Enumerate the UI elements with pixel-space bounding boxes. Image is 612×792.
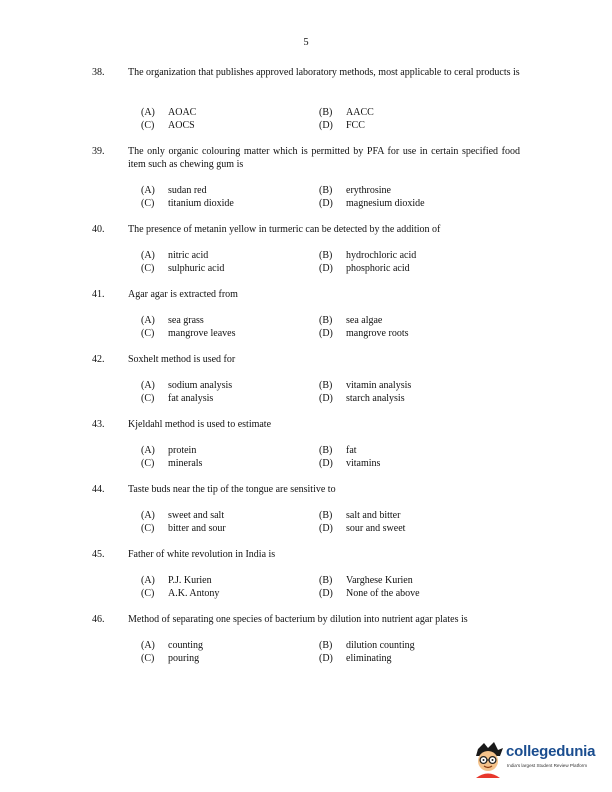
option-text: bitter and sour	[168, 523, 226, 534]
option-a	[141, 107, 196, 120]
option-d	[319, 263, 410, 276]
option-text: protein	[168, 445, 197, 456]
option-text: sodium analysis	[168, 380, 233, 391]
option-a	[141, 640, 203, 653]
option-c	[141, 653, 199, 666]
option-text: magnesium dioxide	[346, 198, 425, 209]
option-label: (C)	[141, 653, 155, 664]
option-label: (C)	[141, 458, 155, 469]
option-text: fat analysis	[168, 393, 214, 404]
option-label: (D)	[319, 458, 333, 469]
option-label: (B)	[319, 107, 333, 118]
question-text: Father of white revolution in India is	[128, 549, 276, 560]
option-b	[319, 250, 416, 263]
option-text: AACC	[346, 107, 374, 118]
option-label: (C)	[141, 263, 155, 274]
option-text: dilution counting	[346, 640, 415, 651]
option-label: (D)	[319, 198, 333, 209]
option-b	[319, 107, 374, 120]
option-label: (B)	[319, 185, 333, 196]
question-number: 40.	[92, 224, 105, 235]
option-text: P.J. Kurien	[168, 575, 212, 586]
option-text: sea grass	[168, 315, 204, 326]
option-label: (A)	[141, 107, 155, 118]
option-text: sweet and salt	[168, 510, 225, 521]
option-a	[141, 575, 212, 588]
question-number: 43.	[92, 419, 105, 430]
option-text: salt and bitter	[346, 510, 401, 521]
option-a	[141, 250, 208, 263]
option-d	[319, 588, 420, 601]
option-label: (D)	[319, 653, 333, 664]
option-a	[141, 510, 224, 523]
option-text: counting	[168, 640, 203, 651]
option-c	[141, 120, 195, 133]
option-b	[319, 510, 400, 523]
option-d	[319, 458, 380, 471]
option-text: A.K. Antony	[168, 588, 220, 599]
option-a	[141, 380, 232, 393]
option-label: (A)	[141, 575, 155, 586]
option-label: (A)	[141, 315, 155, 326]
question-text: The only organic colouring matter which is permitted by PFA for use in certain specified food item such as chewing gum is	[128, 146, 520, 170]
option-label: (C)	[141, 588, 155, 599]
option-text: fat	[346, 445, 357, 456]
option-d	[319, 328, 409, 341]
question-number: 42.	[92, 354, 105, 365]
logo-brand: collegedunia	[506, 743, 596, 760]
logo-tagline: India's largest Student Review Platform	[507, 763, 588, 768]
option-d	[319, 393, 405, 406]
option-text: minerals	[168, 458, 203, 469]
option-label: (C)	[141, 393, 155, 404]
option-c	[141, 588, 219, 601]
option-c	[141, 198, 234, 211]
option-text: FCC	[346, 120, 365, 131]
option-label: (B)	[319, 250, 333, 261]
option-text: phosphoric acid	[346, 263, 410, 274]
page-number: 5	[303, 37, 309, 48]
option-label: (A)	[141, 380, 155, 391]
option-a	[141, 185, 207, 198]
option-b	[319, 185, 391, 198]
option-text: erythrosine	[346, 185, 391, 196]
option-label: (A)	[141, 510, 155, 521]
question-number: 39.	[92, 146, 105, 157]
option-b	[319, 445, 357, 458]
option-a	[141, 315, 204, 328]
question-number: 46.	[92, 614, 105, 625]
option-b	[319, 575, 413, 588]
option-text: Varghese Kurien	[346, 575, 413, 586]
question-text: Taste buds near the tip of the tongue are sensitive to	[128, 484, 336, 495]
option-label: (B)	[319, 510, 333, 521]
option-b	[319, 380, 411, 393]
option-text: nitric acid	[168, 250, 209, 261]
option-label: (D)	[319, 120, 333, 131]
option-label: (A)	[141, 445, 155, 456]
option-b	[319, 640, 415, 653]
question-text: Kjeldahl method is used to estimate	[128, 419, 272, 430]
question-number: 38.	[92, 67, 105, 78]
option-c	[141, 523, 226, 536]
option-label: (A)	[141, 185, 155, 196]
option-label: (C)	[141, 120, 155, 131]
option-d	[319, 523, 405, 536]
option-b	[319, 315, 382, 328]
option-text: mangrove leaves	[168, 328, 236, 339]
mascot-icon	[470, 741, 506, 779]
option-text: pouring	[168, 653, 200, 664]
option-a	[141, 445, 196, 458]
option-text: starch analysis	[346, 393, 405, 404]
option-c	[141, 328, 235, 341]
question-text: The organization that publishes approved laboratory methods, most applicable to ceral products is	[128, 67, 520, 78]
question-text: Soxhelt method is used for	[128, 354, 236, 365]
option-text: vitamin analysis	[346, 380, 412, 391]
option-d	[319, 653, 392, 666]
option-label: (C)	[141, 198, 155, 209]
option-text: vitamins	[346, 458, 381, 469]
option-text: mangrove roots	[346, 328, 409, 339]
option-label: (C)	[141, 328, 155, 339]
question-number: 45.	[92, 549, 105, 560]
option-text: sour and sweet	[346, 523, 406, 534]
question-text: The presence of metanin yellow in turmeric can be detected by the addition of	[128, 224, 441, 235]
option-label: (D)	[319, 263, 333, 274]
option-d	[319, 198, 425, 211]
option-label: (B)	[319, 640, 333, 651]
option-label: (D)	[319, 328, 333, 339]
option-label: (C)	[141, 523, 155, 534]
question-number: 41.	[92, 289, 105, 300]
collegedunia-logo[interactable]	[470, 741, 604, 779]
option-c	[141, 458, 202, 471]
question-number: 44.	[92, 484, 105, 495]
option-label: (B)	[319, 315, 333, 326]
option-text: sudan red	[168, 185, 207, 196]
question-text: Agar agar is extracted from	[128, 289, 238, 300]
option-label: (D)	[319, 393, 333, 404]
option-text: titanium dioxide	[168, 198, 234, 209]
option-text: sea algae	[346, 315, 383, 326]
option-text: sulphuric acid	[168, 263, 225, 274]
option-label: (A)	[141, 250, 155, 261]
option-text: eliminating	[346, 653, 392, 664]
option-text: AOAC	[168, 107, 197, 118]
option-label: (B)	[319, 445, 333, 456]
option-label: (B)	[319, 575, 333, 586]
option-label: (A)	[141, 640, 155, 651]
option-label: (B)	[319, 380, 333, 391]
option-text: AOCS	[168, 120, 195, 131]
option-label: (D)	[319, 588, 333, 599]
option-c	[141, 393, 213, 406]
question-text: Method of separating one species of bacterium by dilution into nutrient agar plates is	[128, 614, 468, 625]
option-label: (D)	[319, 523, 333, 534]
option-text: None of the above	[346, 588, 420, 599]
option-c	[141, 263, 224, 276]
option-d	[319, 120, 365, 133]
option-text: hydrochloric acid	[346, 250, 417, 261]
